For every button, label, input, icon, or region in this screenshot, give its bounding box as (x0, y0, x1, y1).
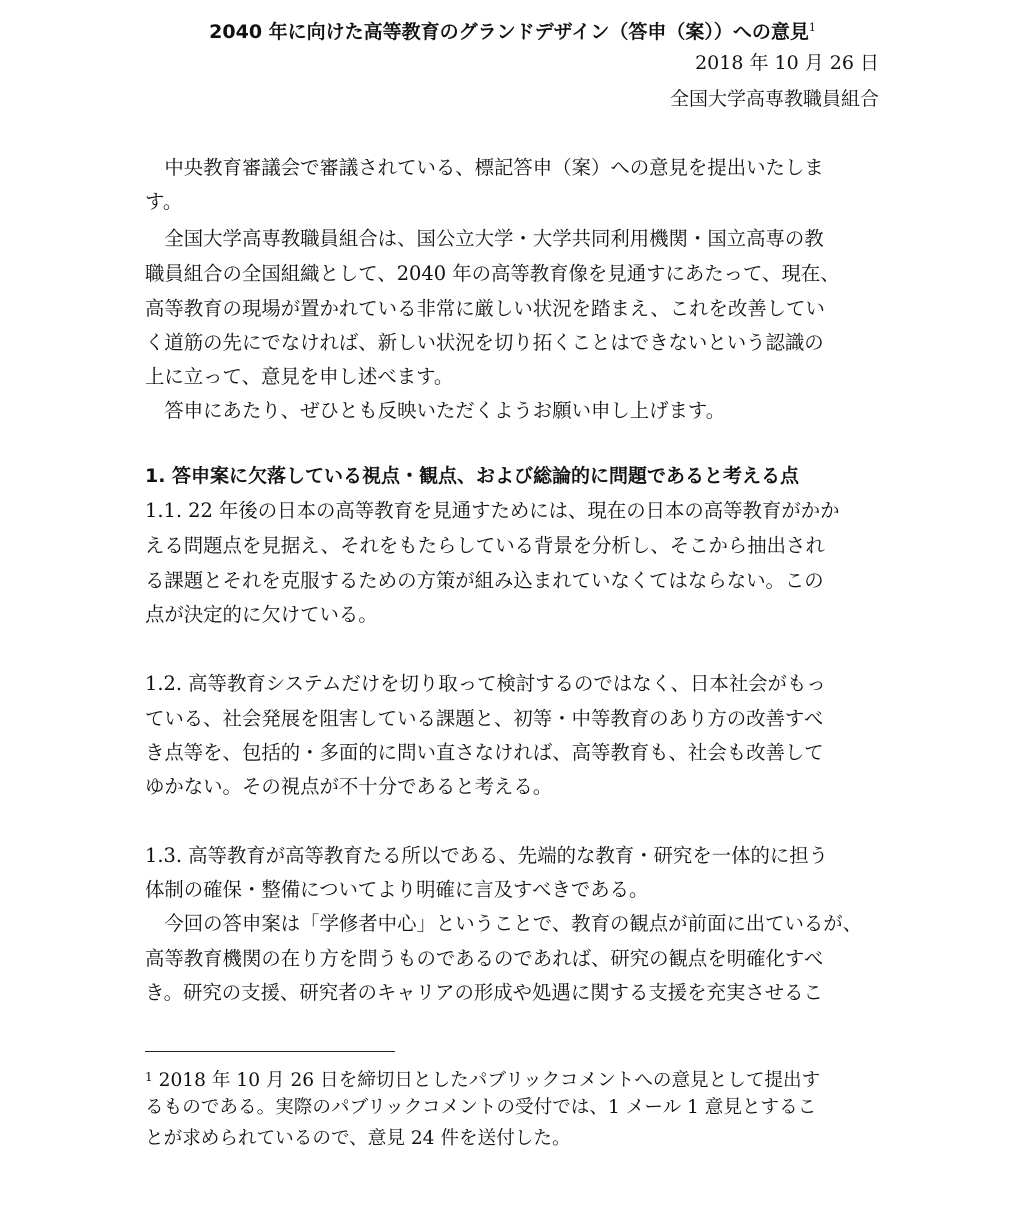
footnote-line: とが求められているので、意見 24 件を送付した。 (145, 1128, 571, 1149)
intro-line: 職員組合の全国組織として、2040 年の高等教育像を見通すにあたって、現在、 (145, 262, 840, 285)
intro-line: す。 (145, 190, 183, 213)
paragraph-line: える問題点を見据え、それをもたらしている背景を分析し、そこから抽出され (145, 534, 825, 557)
paragraph-line: ている、社会発展を阻害している課題と、初等・中等教育のあり方の改善すべ (145, 707, 824, 730)
footnote-reference: 1 (808, 21, 816, 34)
paragraph-line: 1.1. 22 年後の日本の高等教育を見通すためには、現在の日本の高等教育がかか (145, 499, 840, 522)
intro-line: 上に立って、意見を申し述べます。 (145, 365, 454, 388)
paragraph-line: 体制の確保・整備についてより明確に言及すべきである。 (145, 878, 649, 901)
paragraph-line: 高等教育機関の在り方を問うものであるのであれば、研究の観点を明確化すべ (145, 947, 824, 970)
footnote-line: るものである。実際のパブリックコメントの受付では、1 メール 1 意見とするこ (145, 1097, 817, 1118)
paragraph-line: き。研究の支援、研究者のキャリアの形成や処遇に関する支援を充実させるこ (145, 981, 823, 1004)
intro-line: 中央教育審議会で審議されている、標記答申（案）への意見を提出いたしま (145, 156, 824, 179)
intro-line: 全国大学高専教職員組合は、国公立大学・大学共同利用機関・国立高専の教 (145, 227, 824, 250)
footnote-separator (145, 1051, 395, 1052)
footnote-line (145, 1063, 885, 1095)
paragraph-line: 1.2. 高等教育システムだけを切り取って検討するのではなく、日本社会がもっ (145, 672, 826, 695)
footnote-text: 2018 年 10 月 26 日を締切日としたパブリックコメントへの意見として提出す (158, 1070, 821, 1091)
paragraph-line: ゆかない。その視点が不十分であると考える。 (145, 775, 553, 798)
document-organization: 全国大学高専教職員組合 (669, 88, 879, 110)
section-1-heading: 1. 答申案に欠落している視点・観点、および総論的に問題であると考える点 (145, 465, 800, 487)
paragraph-line: 点が決定的に欠けている。 (145, 603, 378, 626)
intro-line: 高等教育の現場が置かれている非常に厳しい状況を踏まえ、これを改善してい (145, 297, 825, 320)
document-date: 2018 年 10 月 26 日 (695, 52, 879, 74)
footnote-mark: 1 (145, 1070, 153, 1084)
paragraph-line: き点等を、包括的・多面的に問い直さなければ、高等教育も、社会も改善して (145, 741, 824, 764)
intro-line: く道筋の先にでなければ、新しい状況を切り拓くことはできないという認識の (145, 331, 824, 354)
paragraph-line: 今回の答申案は「学修者中心」ということで、教育の観点が前面に出ているが、 (145, 912, 863, 935)
paragraph-line: 1.3. 高等教育が高等教育たる所以である、先端的な教育・研究を一体的に担う (145, 844, 829, 867)
document-title (145, 18, 880, 46)
title-text: 2040 年に向けた高等教育のグランドデザイン（答申（案））への意見 (209, 21, 809, 43)
intro-line: 答申にあたり、ぜひとも反映いただくようお願い申し上げます。 (145, 399, 726, 422)
paragraph-line: る課題とそれを克服するための方策が組み込まれていなくてはならない。この (145, 569, 824, 592)
